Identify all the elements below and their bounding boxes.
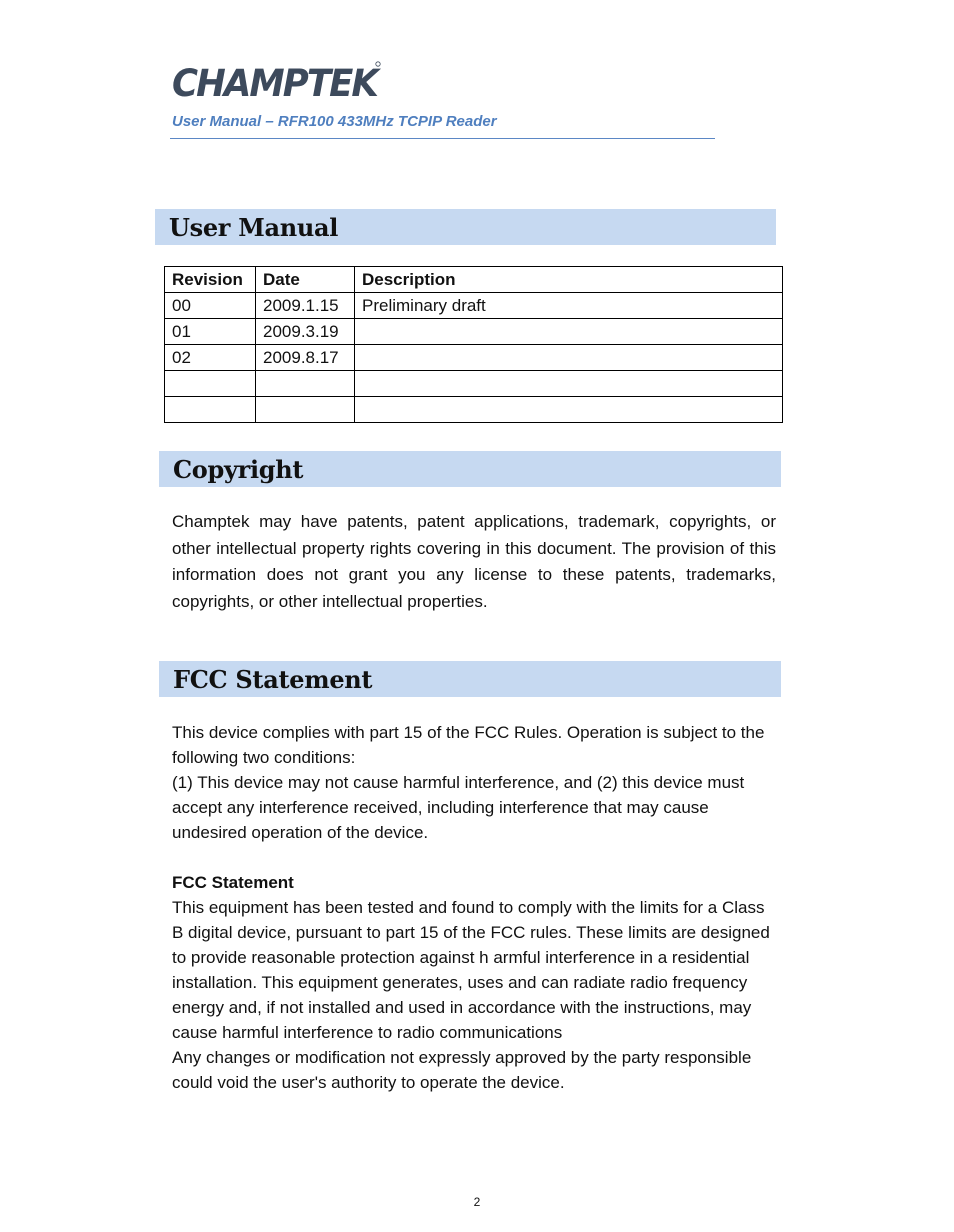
section-heading-user-manual bbox=[155, 209, 776, 245]
table-cell bbox=[355, 397, 783, 423]
table-cell bbox=[355, 371, 783, 397]
table-cell bbox=[256, 397, 355, 423]
table-cell: 2009.3.19 bbox=[256, 319, 355, 345]
section-heading-copyright bbox=[159, 451, 781, 487]
fcc-body-paragraph: This equipment has been tested and found to comply with the limits for a Class B digital device, pursuant to part 15 of the FCC rules. These limits are designed to provide reasonable protection against h armful interference in a residential installation. This equipment generates, uses and can radiate radio frequency energy and, if not installed and used in accordance with the instructions, may cause harmful interference to radio communications bbox=[172, 898, 770, 1042]
table-cell: 01 bbox=[165, 319, 256, 345]
table-cell: 2009.1.15 bbox=[256, 293, 355, 319]
table-cell: 2009.8.17 bbox=[256, 345, 355, 371]
fcc-conditions-paragraph: (1) This device may not cause harmful interference, and (2) this device must accept any interference received, including interference that may cause undesired operation of the device. bbox=[172, 773, 745, 842]
column-header-description: Description bbox=[355, 267, 783, 293]
table-row bbox=[165, 345, 783, 371]
table-row bbox=[165, 397, 783, 423]
table-row bbox=[165, 319, 783, 345]
table-cell: 02 bbox=[165, 345, 256, 371]
section-title: FCC Statement bbox=[173, 664, 373, 694]
champtek-logo-graphic bbox=[172, 60, 387, 102]
table-cell: Preliminary draft bbox=[355, 293, 783, 319]
table-cell bbox=[165, 397, 256, 423]
fcc-subheading: FCC Statement bbox=[172, 873, 294, 892]
fcc-changes-paragraph: Any changes or modification not expressly approved by the party responsible could void the user's authority to operate the device. bbox=[172, 1048, 752, 1092]
copyright-paragraph: Champtek may have patents, patent applications, trademark, copyrights, or other intellectual property rights covering in this document. The provision of this information does not grant you any license to these patents, trademarks, copyrights, or other intellectual properties. bbox=[172, 512, 776, 611]
fcc-content bbox=[172, 720, 772, 1095]
champtek-logo bbox=[172, 60, 387, 102]
column-header-revision: Revision bbox=[165, 267, 256, 293]
document-subtitle: User Manual – RFR100 433MHz TCPIP Reader bbox=[172, 113, 497, 130]
table-header-row bbox=[165, 267, 783, 293]
svg-text:CHAMPTEK: CHAMPTEK bbox=[172, 62, 382, 102]
section-heading-fcc bbox=[159, 661, 781, 697]
revision-table bbox=[164, 266, 783, 423]
header-divider bbox=[170, 138, 715, 139]
page-number: 2 bbox=[473, 1195, 481, 1209]
table-row bbox=[165, 293, 783, 319]
table-row bbox=[165, 371, 783, 397]
section-title: Copyright bbox=[173, 454, 304, 484]
table-cell: 00 bbox=[165, 293, 256, 319]
column-header-date: Date bbox=[256, 267, 355, 293]
table-cell bbox=[165, 371, 256, 397]
section-title: User Manual bbox=[169, 212, 339, 242]
table-cell bbox=[355, 345, 783, 371]
table-cell bbox=[355, 319, 783, 345]
table-cell bbox=[256, 371, 355, 397]
fcc-intro-paragraph: This device complies with part 15 of the FCC Rules. Operation is subject to the following two conditions: bbox=[172, 723, 765, 767]
